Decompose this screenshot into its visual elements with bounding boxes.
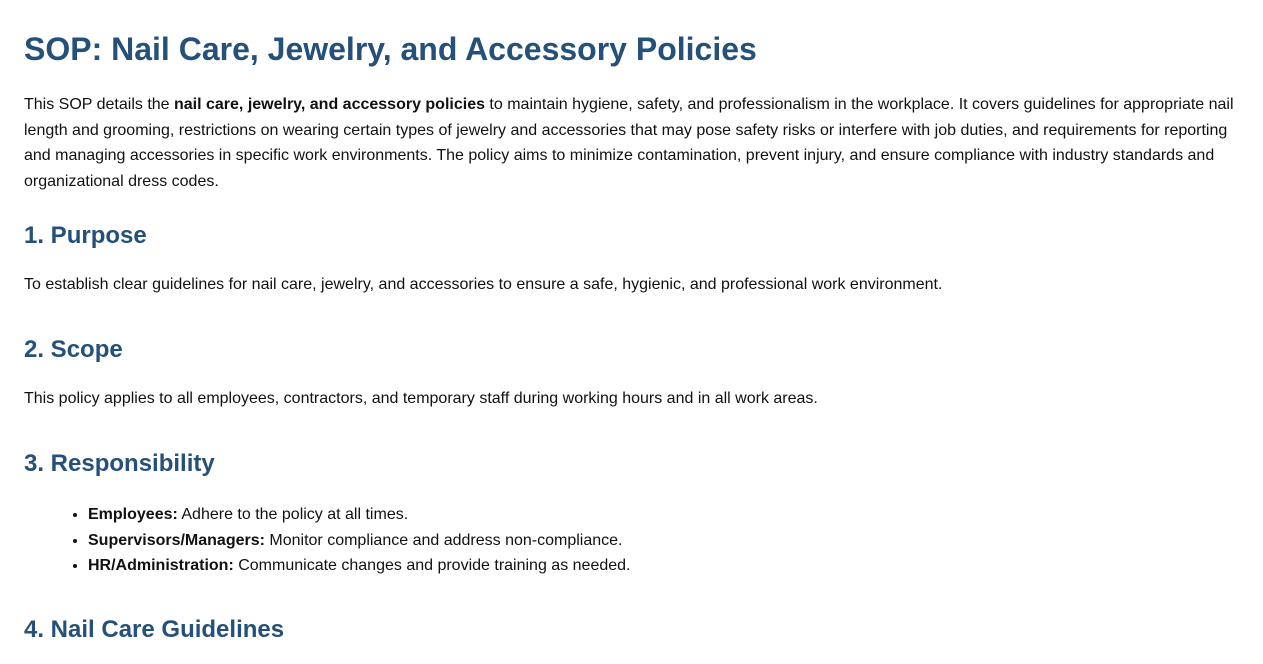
role-description: Adhere to the policy at all times. bbox=[177, 506, 409, 523]
section-heading-nail-care: 4. Nail Care Guidelines bbox=[24, 615, 285, 643]
intro-rest: to maintain hygiene, safety, and professionalism in the workplace. It covers guidelines for appropriate nail length and grooming, restrictions on wearing certain types of jewelry and accessories that may pose safety risks or interfere with job duties, and requirements for reporting and managing accessories in specific work environments. The policy aims to minimize contamination, prevent injury, and ensure compliance with industry standards and organizational dress codes. bbox=[24, 96, 1234, 190]
page-title: SOP: Nail Care, Jewelry, and Accessory Policies bbox=[24, 31, 757, 67]
intro-emphasis: nail care, jewelry, and accessory policies bbox=[174, 96, 485, 113]
section-heading-scope: 2. Scope bbox=[24, 336, 123, 363]
section-heading-responsibility: 3. Responsibility bbox=[24, 450, 215, 477]
intro-lead: This SOP details the bbox=[24, 96, 174, 113]
scope-text: This policy applies to all employees, contractors, and temporary staff during working hours and in all work areas. bbox=[24, 390, 818, 407]
section-heading-purpose: 1. Purpose bbox=[24, 222, 147, 249]
role-label: HR/Administration: bbox=[88, 557, 234, 574]
purpose-text: To establish clear guidelines for nail care, jewelry, and accessories to ensure a safe, hygienic, and professional work environment. bbox=[24, 276, 943, 293]
list-item bbox=[88, 553, 1239, 579]
list-item bbox=[88, 528, 1239, 554]
intro-paragraph bbox=[24, 92, 1239, 194]
role-description: Monitor compliance and address non-compliance. bbox=[264, 531, 623, 549]
list-item bbox=[88, 502, 1239, 528]
role-description: Communicate changes and provide training as needed. bbox=[233, 557, 631, 574]
role-label: Supervisors/Managers: bbox=[88, 531, 265, 549]
role-label: Employees: bbox=[88, 506, 178, 523]
responsibility-list bbox=[24, 502, 1239, 579]
